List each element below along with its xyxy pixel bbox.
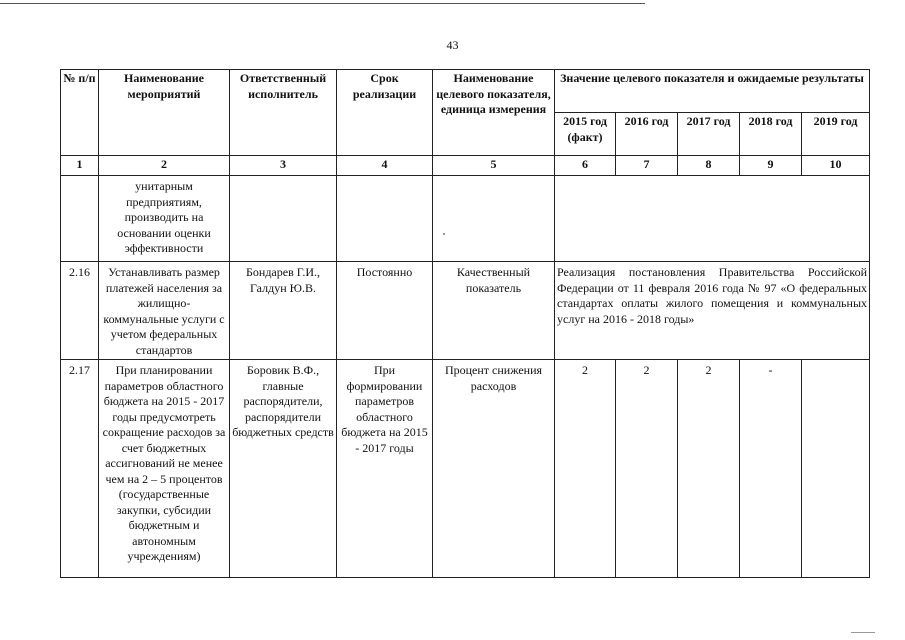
row-indicator: Качественный показатель — [433, 262, 555, 360]
row-num — [61, 176, 99, 262]
row-event: Устанавливать размер платежей населения за жилищно-коммунальные услуги с учетом федеральных стандартов — [99, 262, 230, 360]
header-year-2016: 2016 год — [616, 113, 678, 156]
row-result: Реализация постановления Правительства Российской Федерации от 11 февраля 2016 года № 97 «О федеральных стандартах оплаты жилого помещения и коммунальных услуг на 2016 - 2018 годы» — [555, 262, 870, 360]
table-row — [61, 360, 870, 578]
row-executor: Боровик В.Ф., главные распорядители, распорядители бюджетных средств — [230, 360, 337, 578]
row-term: Постоянно — [337, 262, 433, 360]
top-rule — [0, 3, 645, 4]
column-number: 10 — [802, 156, 870, 176]
table-row — [61, 262, 870, 360]
row-event: При планировании параметров областного бюджета на 2015 - 2017 годы предусмотреть сокращение расходов за счет бюджетных ассигнований не менее чем на 2 – 5 процентов (государственные закупки, субсидии бюджетным и автономным учреждениям) — [99, 360, 230, 578]
header-year-2015: 2015 год (факт) — [555, 113, 616, 156]
header-year-2019: 2019 год — [802, 113, 870, 156]
column-number: 2 — [99, 156, 230, 176]
column-number: 7 — [616, 156, 678, 176]
row-num: 2.16 — [61, 262, 99, 360]
row-event: унитарным предприятиям, производить на основании оценки эффективности — [99, 176, 230, 262]
row-value-2016: 2 — [616, 360, 678, 578]
row-term: При формировании параметров областного бюджета на 2015 - 2017 годы — [337, 360, 433, 578]
column-numbers-row — [61, 156, 870, 176]
header-row — [61, 70, 870, 113]
header-executor: Ответственный исполнитель — [230, 70, 337, 156]
column-number: 5 — [433, 156, 555, 176]
page-number: 43 — [446, 38, 459, 52]
row-value-2019 — [802, 360, 870, 578]
column-number: 1 — [61, 156, 99, 176]
row-num: 2.17 — [61, 360, 99, 578]
header-values-group: Значение целевого показателя и ожидаемые результаты — [555, 70, 870, 113]
header-year-2018: 2018 год — [740, 113, 802, 156]
column-number: 8 — [678, 156, 740, 176]
row-value-2018: - — [740, 360, 802, 578]
header-indicator: Наименование целевого показателя, единица измерения — [433, 70, 555, 156]
target-indicators-table — [60, 69, 870, 578]
column-number: 9 — [740, 156, 802, 176]
column-number: 6 — [555, 156, 616, 176]
column-number: 3 — [230, 156, 337, 176]
row-result — [555, 176, 870, 262]
row-indicator — [433, 176, 555, 262]
row-term — [337, 176, 433, 262]
table-row — [61, 176, 870, 262]
header-year-2017: 2017 год — [678, 113, 740, 156]
scan-edge-mark — [851, 632, 875, 633]
row-executor — [230, 176, 337, 262]
column-number: 4 — [337, 156, 433, 176]
header-num: № п/п — [61, 70, 99, 156]
header-event: Наименование мероприятий — [99, 70, 230, 156]
header-term: Срок реализации — [337, 70, 433, 156]
row-value-2015: 2 — [555, 360, 616, 578]
row-value-2017: 2 — [678, 360, 740, 578]
row-indicator: Процент снижения расходов — [433, 360, 555, 578]
row-executor: Бондарев Г.И., Галдун Ю.В. — [230, 262, 337, 360]
